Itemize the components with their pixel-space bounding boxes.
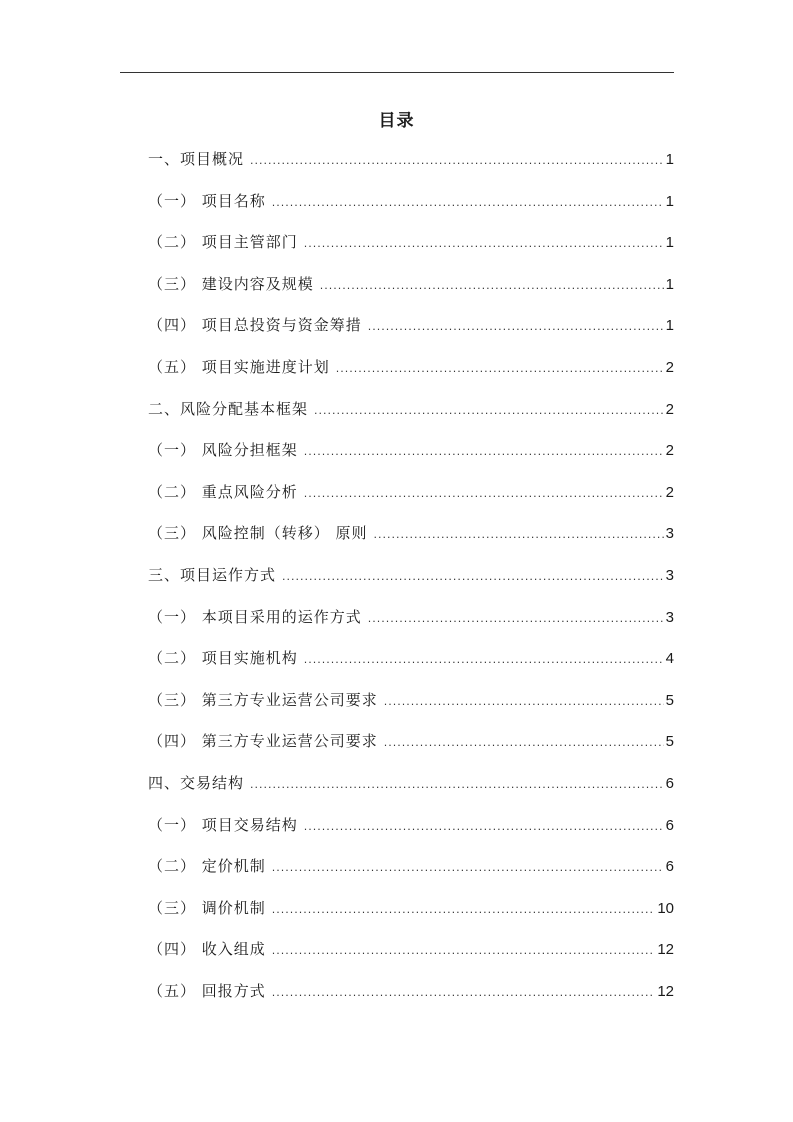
toc-page-number: 2 <box>665 358 674 376</box>
toc-entry[interactable] <box>148 812 674 854</box>
toc-entry[interactable] <box>148 146 674 188</box>
table-of-contents <box>148 146 674 1019</box>
dot-leader <box>336 356 664 382</box>
toc-entry[interactable] <box>148 562 674 604</box>
toc-entry-label: （三） 第三方专业运营公司要求 <box>148 690 378 709</box>
toc-entry[interactable] <box>148 188 674 230</box>
toc-entry[interactable] <box>148 978 674 1020</box>
dot-leader <box>314 398 664 424</box>
toc-entry[interactable] <box>148 520 674 562</box>
toc-entry-label: （三） 建设内容及规模 <box>148 274 314 293</box>
toc-entry-label: 三、项目运作方式 <box>148 565 277 584</box>
toc-entry[interactable] <box>148 312 674 354</box>
dot-leader <box>272 855 664 881</box>
toc-page-number: 1 <box>665 275 674 293</box>
dot-leader <box>272 980 656 1006</box>
dot-leader <box>304 231 664 257</box>
toc-entry-label: （一） 项目名称 <box>148 191 266 210</box>
toc-page-number: 5 <box>665 691 674 709</box>
toc-entry[interactable] <box>148 645 674 687</box>
dot-leader <box>374 522 664 548</box>
toc-entry[interactable] <box>148 396 674 438</box>
toc-page-number: 1 <box>665 234 674 252</box>
dot-leader <box>320 273 664 299</box>
dot-leader <box>368 314 664 340</box>
toc-entry[interactable] <box>148 229 674 271</box>
dot-leader <box>384 730 664 756</box>
toc-entry[interactable] <box>148 770 674 812</box>
dot-leader <box>304 481 664 507</box>
toc-title: 目录 <box>378 111 415 131</box>
toc-page-number: 1 <box>665 317 674 335</box>
toc-page-number: 10 <box>657 899 674 917</box>
dot-leader <box>384 689 664 715</box>
dot-leader <box>250 772 664 798</box>
toc-entry-label: （三） 调价机制 <box>148 898 266 917</box>
toc-page-number: 2 <box>665 400 674 418</box>
toc-entry-label: （四） 第三方专业运营公司要求 <box>148 732 378 751</box>
toc-entry[interactable] <box>148 604 674 646</box>
toc-page-number: 3 <box>665 608 674 626</box>
dot-leader <box>250 148 664 174</box>
toc-entry-label: （一） 风险分担框架 <box>148 441 298 460</box>
dot-leader <box>272 938 656 964</box>
toc-entry[interactable] <box>148 853 674 895</box>
dot-leader <box>304 814 664 840</box>
toc-entry-label: 一、项目概况 <box>148 150 245 168</box>
toc-entry-label: （二） 重点风险分析 <box>148 482 298 501</box>
dot-leader <box>368 606 664 632</box>
toc-entry-label: 二、风险分配基本框架 <box>148 399 309 418</box>
toc-entry-label: （一） 本项目采用的运作方式 <box>148 607 362 626</box>
toc-page-number: 12 <box>657 941 674 959</box>
dot-leader <box>272 190 664 216</box>
toc-entry-label: （三） 风险控制（转移） 原则 <box>148 524 368 543</box>
toc-page-number: 6 <box>665 858 674 876</box>
header-rule <box>120 72 674 73</box>
dot-leader <box>282 564 664 590</box>
toc-entry-label: （一） 项目交易结构 <box>148 815 298 834</box>
toc-page-number: 4 <box>665 650 674 668</box>
toc-page-number: 6 <box>665 816 674 834</box>
toc-entry-label: （四） 收入组成 <box>148 940 266 959</box>
toc-page-number: 3 <box>665 525 674 543</box>
toc-page-number: 2 <box>665 442 674 460</box>
toc-entry[interactable] <box>148 728 674 770</box>
toc-entry[interactable] <box>148 936 674 978</box>
toc-page-number: 1 <box>665 192 674 210</box>
toc-entry[interactable] <box>148 479 674 521</box>
toc-entry[interactable] <box>148 687 674 729</box>
toc-entry[interactable] <box>148 271 674 313</box>
toc-page-number: 3 <box>665 566 674 584</box>
toc-page-number: 2 <box>665 483 674 501</box>
toc-page-number: 5 <box>665 733 674 751</box>
toc-entry[interactable] <box>148 437 674 479</box>
toc-entry-label: （五） 项目实施进度计划 <box>148 357 330 376</box>
toc-entry-label: 四、交易结构 <box>148 773 245 792</box>
toc-page-number: 1 <box>665 151 674 168</box>
toc-page-number: 12 <box>657 982 674 1000</box>
dot-leader <box>304 647 664 673</box>
toc-entry-label: （二） 定价机制 <box>148 857 266 876</box>
toc-entry-label: （四） 项目总投资与资金筹措 <box>148 316 362 335</box>
toc-entry-label: （二） 项目实施机构 <box>148 649 298 668</box>
dot-leader <box>304 439 664 465</box>
toc-entry-label: （二） 项目主管部门 <box>148 233 298 252</box>
toc-page-number: 6 <box>665 774 674 792</box>
dot-leader <box>272 897 656 923</box>
toc-entry[interactable] <box>148 895 674 937</box>
toc-entry[interactable] <box>148 354 674 396</box>
toc-entry-label: （五） 回报方式 <box>148 981 266 1000</box>
